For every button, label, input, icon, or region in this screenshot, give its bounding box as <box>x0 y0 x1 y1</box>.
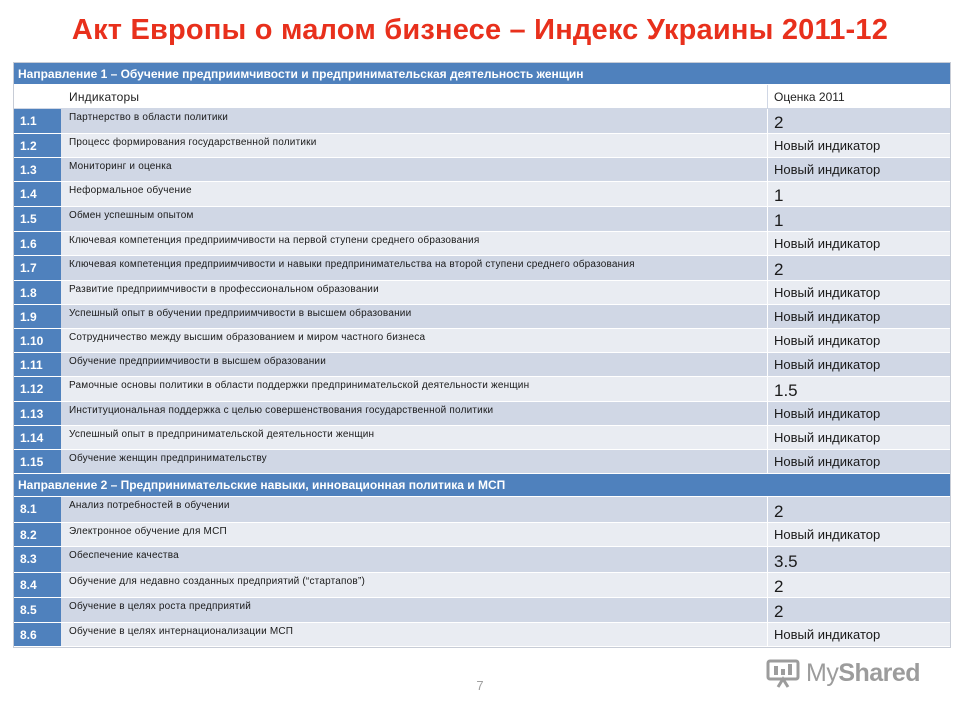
score-value: Новый индикатор <box>767 426 950 450</box>
score-value: Новый индикатор <box>767 523 950 547</box>
score-value: Новый индикатор <box>767 623 950 647</box>
row-number: 1.5 <box>14 207 61 232</box>
row-number: 8.6 <box>14 623 61 647</box>
row-number: 1.10 <box>14 329 61 353</box>
presentation-icon <box>766 658 800 688</box>
table-row <box>14 232 950 256</box>
table-row <box>14 426 950 450</box>
indicator-label: Обучение в целях роста предприятий <box>61 598 767 623</box>
indicator-label: Процесс формирования государственной политики <box>61 134 767 158</box>
indicator-label: Успешный опыт в обучении предприимчивости в высшем образовании <box>61 305 767 329</box>
section-1-header <box>14 63 950 85</box>
indicator-label: Ключевая компетенция предприимчивости и навыки предпринимательства на второй ступени среднего образования <box>61 256 767 281</box>
table-row <box>14 109 950 134</box>
score-value: Новый индикатор <box>767 134 950 158</box>
score-value: 1 <box>767 182 950 207</box>
score-value: 2 <box>767 109 950 134</box>
indicator-label: Институциональная поддержка с целью совершенствования государственной политики <box>61 402 767 426</box>
score-value: Новый индикатор <box>767 402 950 426</box>
row-number: 8.2 <box>14 523 61 547</box>
watermark-text: MyShared <box>806 658 921 687</box>
table-row <box>14 182 950 207</box>
row-number: 1.4 <box>14 182 61 207</box>
row-number: 1.14 <box>14 426 61 450</box>
section-2-header <box>14 474 950 497</box>
header-score: Оценка 2011 <box>767 85 950 109</box>
indicator-label: Обучение для недавно созданных предприятий (“стартапов”) <box>61 573 767 598</box>
indicator-label: Рамочные основы политики в области поддержки предпринимательской деятельности женщин <box>61 377 767 402</box>
table-row <box>14 547 950 573</box>
score-value: 1.5 <box>767 377 950 402</box>
section-2-title: Направление 2 – Предпринимательские навыки, инновационная политика и МСП <box>18 478 506 492</box>
table-row <box>14 305 950 329</box>
indicator-label: Партнерство в области политики <box>61 109 767 134</box>
row-number: 8.1 <box>14 497 61 523</box>
page-number: 7 <box>476 678 484 693</box>
row-number: 1.2 <box>14 134 61 158</box>
row-number: 1.13 <box>14 402 61 426</box>
indicator-label: Сотрудничество между высшим образованием и миром частного бизнеса <box>61 329 767 353</box>
score-value: 1 <box>767 207 950 232</box>
indicator-label: Обучение предприимчивости в высшем образовании <box>61 353 767 377</box>
row-number: 1.11 <box>14 353 61 377</box>
row-number: 1.15 <box>14 450 61 474</box>
section-2-body <box>14 497 950 647</box>
score-value: Новый индикатор <box>767 305 950 329</box>
indicator-label: Успешный опыт в предпринимательской деятельности женщин <box>61 426 767 450</box>
table-row <box>14 207 950 232</box>
table-row <box>14 573 950 598</box>
indicator-label: Обучение в целях интернационализации МСП <box>61 623 767 647</box>
row-number: 8.5 <box>14 598 61 623</box>
indicator-label: Электронное обучение для МСП <box>61 523 767 547</box>
score-value: 3.5 <box>767 547 950 573</box>
score-value: Новый индикатор <box>767 158 950 182</box>
score-value: Новый индикатор <box>767 450 950 474</box>
row-number: 1.6 <box>14 232 61 256</box>
table-row <box>14 523 950 547</box>
indicator-label: Обучение женщин предпринимательству <box>61 450 767 474</box>
row-number: 1.9 <box>14 305 61 329</box>
row-number: 1.7 <box>14 256 61 281</box>
table-row <box>14 377 950 402</box>
slide-title: Акт Европы о малом бизнесе – Индекс Украины 2011-12 <box>71 14 889 46</box>
header-num-cell <box>14 85 61 109</box>
table-row <box>14 497 950 523</box>
score-value: 2 <box>767 497 950 523</box>
table-row <box>14 329 950 353</box>
table-row <box>14 450 950 474</box>
score-value: 2 <box>767 573 950 598</box>
table-row <box>14 134 950 158</box>
score-value: Новый индикатор <box>767 353 950 377</box>
indicator-label: Анализ потребностей в обучении <box>61 497 767 523</box>
table-row <box>14 281 950 305</box>
row-number: 1.3 <box>14 158 61 182</box>
table-row <box>14 353 950 377</box>
row-number: 8.3 <box>14 547 61 573</box>
row-number: 1.8 <box>14 281 61 305</box>
indicator-label: Мониторинг и оценка <box>61 158 767 182</box>
table-row <box>14 623 950 647</box>
indicator-label: Ключевая компетенция предприимчивости на первой ступени среднего образования <box>61 232 767 256</box>
table-row <box>14 598 950 623</box>
section-1-title: Направление 1 – Обучение предприимчивости и предпринимательская деятельность женщин <box>18 66 584 81</box>
table-header-row <box>14 85 950 109</box>
section-1-body <box>14 109 950 474</box>
table-row <box>14 256 950 281</box>
score-value: 2 <box>767 256 950 281</box>
indicator-label: Развитие предприимчивости в профессиональном образовании <box>61 281 767 305</box>
table-row <box>14 402 950 426</box>
score-value: 2 <box>767 598 950 623</box>
row-number: 8.4 <box>14 573 61 598</box>
indicator-label: Обмен успешным опытом <box>61 207 767 232</box>
score-value: Новый индикатор <box>767 281 950 305</box>
table-row <box>14 158 950 182</box>
score-value: Новый индикатор <box>767 232 950 256</box>
score-value: Новый индикатор <box>767 329 950 353</box>
watermark-logo <box>766 656 920 690</box>
row-number: 1.1 <box>14 109 61 134</box>
row-number: 1.12 <box>14 377 61 402</box>
indicator-label: Обеспечение качества <box>61 547 767 573</box>
indicator-label: Неформальное обучение <box>61 182 767 207</box>
header-indicators: Индикаторы <box>61 85 767 109</box>
indicators-table <box>13 62 951 648</box>
